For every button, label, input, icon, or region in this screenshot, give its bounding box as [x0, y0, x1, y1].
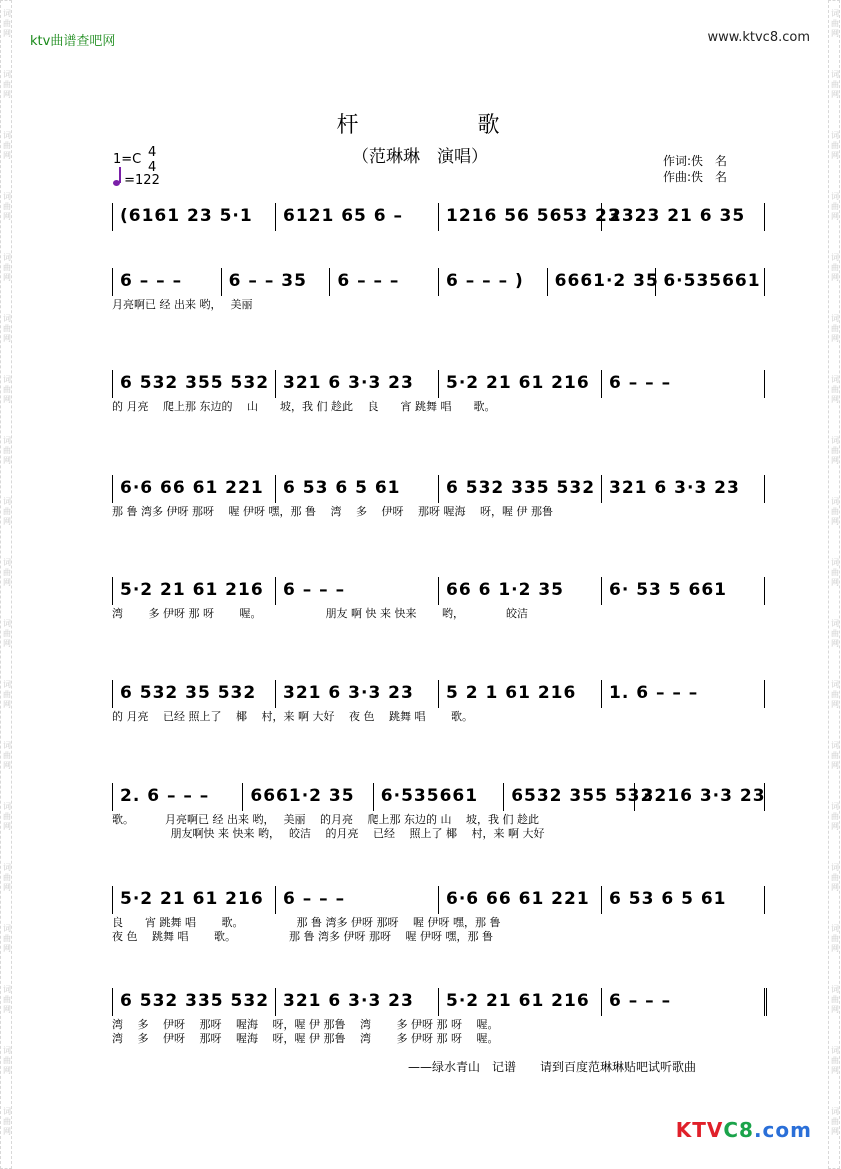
measure-notes: 6661·2 35	[250, 786, 355, 806]
barline	[112, 577, 113, 605]
barline	[329, 268, 330, 296]
measure-notes: 5·2 21 61 216	[120, 889, 264, 909]
site-name-link[interactable]: ktv曲谱查吧网	[30, 34, 116, 49]
side-watermark-text: 词 曲 网	[831, 1107, 839, 1136]
barline	[438, 680, 439, 708]
barline	[275, 475, 276, 503]
side-watermark-text: 词 曲 网	[3, 9, 11, 38]
footer-note: ——绿水青山 记谱 请到百度范琳琳贴吧试听歌曲	[408, 1060, 697, 1074]
side-watermark-text: 词 曲 网	[3, 924, 11, 953]
lyric-line: 那 鲁 湾多 伊呀 那呀 喔 伊呀 嘿，那 鲁 湾 多 伊呀 那呀 喔海 呀，喔 伊 那鲁	[112, 505, 553, 518]
barline	[764, 268, 765, 296]
time-top: 4	[148, 145, 157, 160]
measure-notes: 1. 6 – – –	[609, 683, 699, 703]
side-watermark-text: 词 曲 网	[3, 863, 11, 892]
measure-notes: 5·2 21 61 216	[120, 580, 264, 600]
credits	[663, 153, 727, 185]
measure-notes: 6121 65 6 –	[283, 206, 404, 226]
side-watermark-text: 词 曲 网	[831, 253, 839, 282]
barline	[275, 203, 276, 231]
song-title: 杆 歌	[336, 113, 556, 138]
tempo-marking	[113, 173, 160, 188]
barline	[438, 886, 439, 914]
score-row	[112, 203, 764, 273]
barline	[438, 268, 439, 296]
barline	[275, 370, 276, 398]
lyric-line: 良 宵 跳舞 唱 歌。 那 鲁 湾多 伊呀 那呀 喔 伊呀 嘿，那 鲁	[112, 916, 501, 929]
lyric-line: 朋友啊快 来 快来 哟， 皎洁 的月亮 已经 照上了 椰 村，来 啊 大好	[112, 827, 545, 840]
score-row	[112, 577, 764, 647]
side-watermark-text: 词 曲 网	[3, 985, 11, 1014]
side-watermark-text: 词 曲 网	[3, 375, 11, 404]
side-watermark-text: 词 曲 网	[831, 863, 839, 892]
barline	[438, 988, 439, 1016]
side-watermark-text: 词 曲 网	[831, 1046, 839, 1075]
side-watermark-text: 词 曲 网	[3, 741, 11, 770]
time-signature	[148, 145, 156, 175]
barline	[601, 988, 602, 1016]
measure-notes: 321 6 3·3 23	[609, 478, 740, 498]
side-watermark-text: 词 曲 网	[831, 314, 839, 343]
measure-notes: 6 – – –	[337, 271, 400, 291]
side-watermark-text: 词 曲 网	[831, 9, 839, 38]
barline	[438, 475, 439, 503]
score-row	[112, 680, 764, 750]
lyric-line: 的 月亮 已经 照上了 椰 村，来 啊 大好 夜 色 跳舞 唱 歌。	[112, 710, 473, 723]
measure-notes: 1216 56 5653 23	[446, 206, 621, 226]
lyric-line: 湾 多 伊呀 那 呀 喔。 朋友 啊 快 来 快来 哟， 皎洁	[112, 607, 528, 620]
barline	[112, 203, 113, 231]
song-subtitle: （范琳琳 演唱）	[352, 147, 488, 167]
barline	[601, 370, 602, 398]
side-watermark-text: 词 曲 网	[3, 558, 11, 587]
logo-part-1: KTV	[675, 1118, 724, 1142]
measure-notes: 6 – – –	[120, 271, 183, 291]
barline	[764, 370, 765, 398]
measure-notes: 6661·2 35	[554, 271, 659, 291]
lyric-line: 夜 色 跳舞 唱 歌。 那 鲁 湾多 伊呀 那呀 喔 伊呀 嘿，那 鲁	[112, 930, 493, 943]
side-watermark-text: 词 曲 网	[3, 802, 11, 831]
side-watermark-text: 词 曲 网	[831, 619, 839, 648]
score-row	[112, 370, 764, 440]
barline	[764, 886, 765, 914]
barline	[112, 783, 113, 811]
side-watermark-text: 词 曲 网	[831, 497, 839, 526]
measure-notes: 2323 21 6 35	[609, 206, 746, 226]
time-bottom: 4	[148, 160, 157, 175]
lyric-line: 月亮啊已 经 出来 哟， 美丽	[112, 298, 253, 311]
score-row	[112, 475, 764, 545]
logo-part-3: .com	[753, 1118, 812, 1142]
side-watermark-text: 词 曲 网	[831, 985, 839, 1014]
measure-notes: 6 – – –	[283, 580, 346, 600]
side-watermark-text: 词 曲 网	[831, 741, 839, 770]
barline	[601, 886, 602, 914]
side-watermark-text: 词 曲 网	[3, 619, 11, 648]
side-watermark-text: 词 曲 网	[3, 131, 11, 160]
measure-notes: 6 532 335 532	[446, 478, 596, 498]
barline	[601, 203, 602, 231]
measure-notes: 6 53 6 5 61	[609, 889, 727, 909]
measure-notes: 6 532 335 532	[120, 991, 270, 1011]
measure-notes: 5·2 21 61 216	[446, 991, 590, 1011]
barline	[242, 783, 243, 811]
side-watermark-text: 词 曲 网	[831, 375, 839, 404]
lyric-line: 湾 多 伊呀 那呀 喔海 呀，喔 伊 那鲁 湾 多 伊呀 那 呀 喔。	[112, 1032, 499, 1045]
measure-notes: 6·535661	[380, 786, 479, 806]
measure-notes: 5·2 21 61 216	[446, 373, 590, 393]
barline	[634, 783, 635, 811]
barline	[438, 370, 439, 398]
right-watermark-strip	[828, 0, 840, 1169]
measure-notes: 5 2 1 61 216	[446, 683, 577, 703]
barline	[221, 268, 222, 296]
measure-notes: 6 53 6 5 61	[283, 478, 401, 498]
barline	[112, 475, 113, 503]
lyricist: 作词:佚 名	[663, 154, 728, 168]
side-watermark-text: 词 曲 网	[831, 680, 839, 709]
tempo-value: =122	[124, 173, 160, 188]
barline	[112, 680, 113, 708]
measure-notes: 66 6 1·2 35	[446, 580, 565, 600]
side-watermark-text: 词 曲 网	[3, 680, 11, 709]
barline	[112, 988, 113, 1016]
measure-notes: 6 – – –	[609, 373, 672, 393]
barline	[601, 577, 602, 605]
side-watermark-text: 词 曲 网	[831, 558, 839, 587]
side-watermark-text: 词 曲 网	[831, 924, 839, 953]
measure-notes: 6·6 66 61 221	[446, 889, 590, 909]
measure-notes: 6 532 35 532	[120, 683, 257, 703]
score-row	[112, 886, 764, 956]
left-watermark-strip	[0, 0, 12, 1169]
measure-notes: 6 – – –	[609, 991, 672, 1011]
composer: 作曲:佚 名	[663, 170, 728, 184]
barline	[275, 886, 276, 914]
barline	[764, 988, 767, 1016]
barline	[275, 577, 276, 605]
measure-notes: 2. 6 – – –	[120, 786, 210, 806]
barline	[601, 680, 602, 708]
key-signature: 1=C	[113, 152, 142, 167]
side-watermark-text: 词 曲 网	[3, 253, 11, 282]
barline	[373, 783, 374, 811]
barline	[547, 268, 548, 296]
measure-notes: 6·6 66 61 221	[120, 478, 264, 498]
side-watermark-text: 词 曲 网	[831, 70, 839, 99]
measure-notes: 6532 355 532	[511, 786, 654, 806]
barline	[112, 268, 113, 296]
barline	[275, 988, 276, 1016]
barline	[764, 475, 765, 503]
measure-notes: 6· 53 5 661	[609, 580, 728, 600]
barline	[764, 783, 765, 811]
score-row	[112, 268, 764, 338]
side-watermark-text: 词 曲 网	[831, 802, 839, 831]
barline	[601, 475, 602, 503]
lyric-line: 湾 多 伊呀 那呀 喔海 呀，喔 伊 那鲁 湾 多 伊呀 那 呀 喔。	[112, 1018, 499, 1031]
measure-notes: 6 – – 35	[228, 271, 307, 291]
score-row	[112, 988, 764, 1058]
measure-notes: 321 6 3·3 23	[283, 683, 414, 703]
side-watermark-text: 词 曲 网	[3, 497, 11, 526]
barline	[655, 268, 656, 296]
barline	[438, 577, 439, 605]
measure-notes: 6 532 355 532	[120, 373, 270, 393]
side-watermark-text: 词 曲 网	[3, 1046, 11, 1075]
barline	[112, 370, 113, 398]
side-watermark-text: 词 曲 网	[3, 436, 11, 465]
side-watermark-text: 词 曲 网	[831, 131, 839, 160]
barline	[275, 680, 276, 708]
quarter-note-icon	[113, 180, 120, 186]
site-logo[interactable]	[676, 1118, 812, 1142]
barline	[438, 203, 439, 231]
measure-notes: (6161 23 5·1	[120, 206, 253, 226]
barline	[764, 577, 765, 605]
score-row	[112, 783, 764, 853]
barline	[764, 680, 765, 708]
measure-notes: 3216 3·3 23	[641, 786, 766, 806]
side-watermark-text: 词 曲 网	[3, 192, 11, 221]
side-watermark-text: 词 曲 网	[831, 192, 839, 221]
barline	[503, 783, 504, 811]
site-url-link[interactable]: www.ktvc8.com	[707, 30, 810, 45]
side-watermark-text: 词 曲 网	[3, 1107, 11, 1136]
measure-notes: 6 – – –	[283, 889, 346, 909]
barline	[112, 886, 113, 914]
measure-notes: 6 – – – )	[446, 271, 524, 291]
measure-notes: 6·535661	[663, 271, 761, 291]
measure-notes: 321 6 3·3 23	[283, 373, 414, 393]
measure-notes: 321 6 3·3 23	[283, 991, 414, 1011]
lyric-line: 的 月亮 爬上那 东边的 山 坡，我 们 趁此 良 宵 跳舞 唱 歌。	[112, 400, 496, 413]
side-watermark-text: 词 曲 网	[831, 436, 839, 465]
side-watermark-text: 词 曲 网	[3, 314, 11, 343]
barline	[764, 203, 765, 231]
side-watermark-text: 词 曲 网	[3, 70, 11, 99]
lyric-line: 歌。 月亮啊已 经 出来 哟， 美丽 的月亮 爬上那 东边的 山 坡，我 们 趁此	[112, 813, 539, 826]
logo-part-2: C8	[723, 1118, 754, 1142]
